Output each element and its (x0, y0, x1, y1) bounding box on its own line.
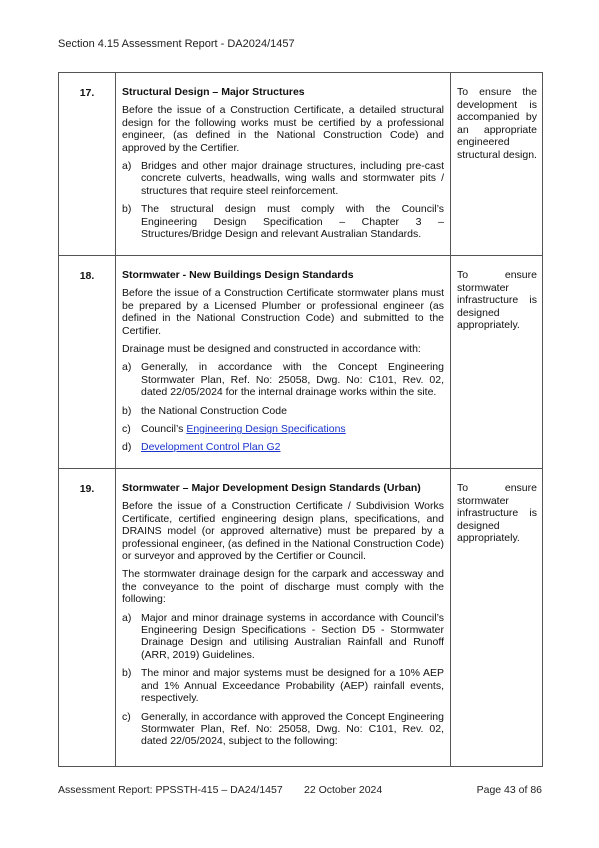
item-label: b) (122, 404, 132, 417)
item-label: c) (122, 710, 131, 723)
list-item (122, 423, 444, 435)
condition-reason: To ensure stormwater infrastructure is designed appropriately. (451, 256, 543, 469)
list-item (122, 405, 444, 417)
item-text: The structural design must comply with the Council’s Engineering Design Specification – Chapter 3 – Structures/Bridge Design and relevant Australian Standards. (141, 203, 444, 241)
page-header: Section 4.15 Assessment Report - DA2024/1457 (58, 38, 295, 50)
item-label: a) (122, 160, 132, 173)
item-text (141, 423, 444, 435)
condition-title: Stormwater - New Buildings Design Standards (122, 269, 354, 281)
footer-date: 22 October 2024 (304, 784, 383, 796)
item-prefix: Council’s (141, 423, 187, 436)
item-text: the National Construction Code (141, 404, 287, 417)
condition-intro-2: Drainage must be designed and constructed in accordance with: (122, 343, 421, 356)
list-item (122, 203, 444, 240)
list-item (122, 612, 444, 662)
condition-row-19 (59, 469, 543, 767)
list-item (122, 711, 444, 748)
condition-reason: To ensure the development is accompanied by an appropriate engineered structural design. (451, 73, 543, 256)
item-text (141, 441, 444, 453)
item-label: d) (122, 441, 132, 454)
condition-intro: Before the issue of a Construction Certificate stormwater plans must be prepared by a Licensed Plumber or professional engineer (as defined in the National Construction Code) and submitted to the Certifier. (122, 287, 444, 337)
condition-intro: Before the issue of a Construction Certificate, a detailed structural design for the following works must be certified by a professional engineer, (as defined in the National Construction Code) and approved by the Certifier. (122, 104, 444, 154)
condition-number: 18. (59, 256, 116, 469)
condition-body (116, 73, 451, 256)
condition-intro: Before the issue of a Construction Certificate / Subdivision Works Certificate, certified engineering design plans, specifications, and DRAINS model (or approved alternative) must be prepared by a professional engineer, (as defined in the National Construction Code) or surveyor and approved by the Certifier or Council. (122, 500, 444, 563)
item-label: c) (122, 423, 131, 436)
condition-title: Stormwater – Major Development Design Standards (Urban) (122, 482, 421, 494)
item-label: b) (122, 203, 132, 216)
item-label: a) (122, 611, 132, 624)
condition-number: 19. (59, 469, 116, 767)
list-item (122, 361, 444, 398)
development-control-plan-link[interactable]: Development Control Plan G2 (141, 441, 281, 454)
list-item (122, 441, 444, 453)
condition-row-17 (59, 73, 543, 256)
item-text: The minor and major systems must be designed for a 10% AEP and 1% Annual Exceedance Probability (AEP) rainfall events, respectively. (141, 667, 444, 705)
condition-body (116, 256, 451, 469)
conditions-table (58, 72, 543, 767)
item-text: Bridges and other major drainage structures, including pre-cast concrete culverts, headwalls, wing walls and stormwater pits / structures that require steel reinforcement. (141, 160, 444, 197)
item-label: a) (122, 361, 132, 374)
condition-title: Structural Design – Major Structures (122, 86, 305, 98)
condition-row-18 (59, 256, 543, 469)
item-label: b) (122, 667, 132, 680)
engineering-design-specifications-link[interactable]: Engineering Design Specifications (186, 423, 346, 436)
list-item (122, 667, 444, 704)
condition-intro-2: The stormwater drainage design for the carpark and accessway and the conveyance to the point of discharge must comply with the following: (122, 568, 444, 606)
condition-number: 17. (59, 73, 116, 256)
item-text: Generally, in accordance with the Concept Engineering Stormwater Plan, Ref. No: 25058, Dwg. No: C101, Rev. 02, dated 22/05/2024 for the internal drainage works within the site. (141, 361, 444, 399)
list-item (122, 160, 444, 197)
condition-body (116, 469, 451, 767)
item-text: Generally, in accordance with approved the Concept Engineering Stormwater Plan, Ref. No: 25058, Dwg. No: C101, Rev. 02, dated 22/05/2024, subject to the following: (141, 710, 444, 748)
footer-page-number: Page 43 of 86 (476, 784, 542, 796)
footer-report-ref: Assessment Report: PPSSTH-415 – DA24/1457 (58, 784, 283, 796)
item-text: Major and minor drainage systems in accordance with Council’s Engineering Design Specifications - Section D5 - Stormwater Drainage Design and utilising Australian Rainfall and Runoff (ARR, 2019) Guidelines. (141, 611, 444, 661)
condition-reason: To ensure stormwater infrastructure is designed appropriately. (451, 469, 543, 767)
